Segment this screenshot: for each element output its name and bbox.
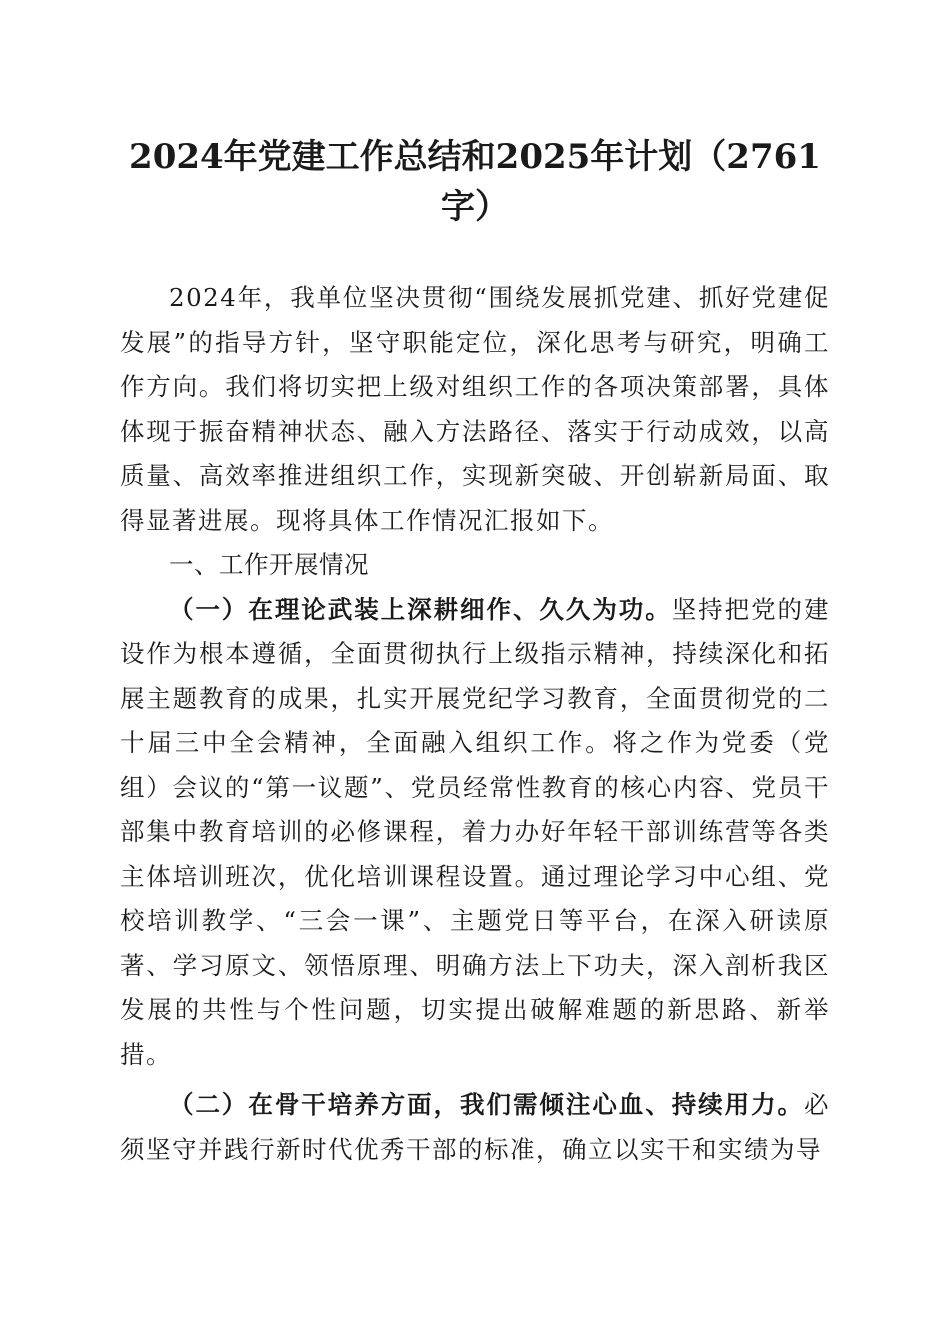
subsection-1-text: 坚持把党的建设作为根本遵循，全面贯彻执行上级指示精神，持续深化和拓展主题教育的成果，扎实开展党纪学习教育，全面贯彻党的二十届三中全会精神，全面融入组织工作。将之作为党委（党组）会议的“第一议题”、党员经常性教育的核心内容、党员干部集中教育培训的必修课程，着力办好年轻干部训练营等各类主体培训班次，优化培训课程设置。通过理论学习中心组、党校培训教学、“三会一课”、主题党日等平台，在深入研读原著、学习原文、领悟原理、明确方法上下功夫，深入剖析我区发展的共性与个性问题，切实提出破解难题的新思路、新举措。 <box>120 594 831 1069</box>
document-body <box>120 276 830 1172</box>
subsection-2-text: 必须坚守并践行新时代优秀干部的标准，确立以实干和实绩为导 <box>120 1090 830 1164</box>
subsection-2-paragraph <box>120 1083 830 1172</box>
subsection-1-lead: （一）在理论武装上深耕细作、久久为功。 <box>169 594 672 624</box>
document-title: 2024年党建工作总结和2025年计划（2761字） <box>129 137 821 227</box>
subsection-2-lead: （二）在骨干培养方面，我们需倾注心血、持续用力。 <box>169 1090 804 1119</box>
intro-paragraph: 2024年，我单位坚决贯彻“围绕发展抓党建、抓好党建促发展”的指导方针，坚守职能定位，深化思考与研究，明确工作方向。我们将切实把上级对组织工作的各项决策部署，具体体现于振奋精神状态、融入方法路径、落实于行动成效，以高质量、高效率推进组织工作，实现新突破、开创崭新局面、取得显著进展。现将具体工作情况汇报如下。 <box>120 283 830 535</box>
section-heading-1: 一、工作开展情况 <box>169 550 369 579</box>
subsection-1-paragraph <box>120 588 830 1078</box>
